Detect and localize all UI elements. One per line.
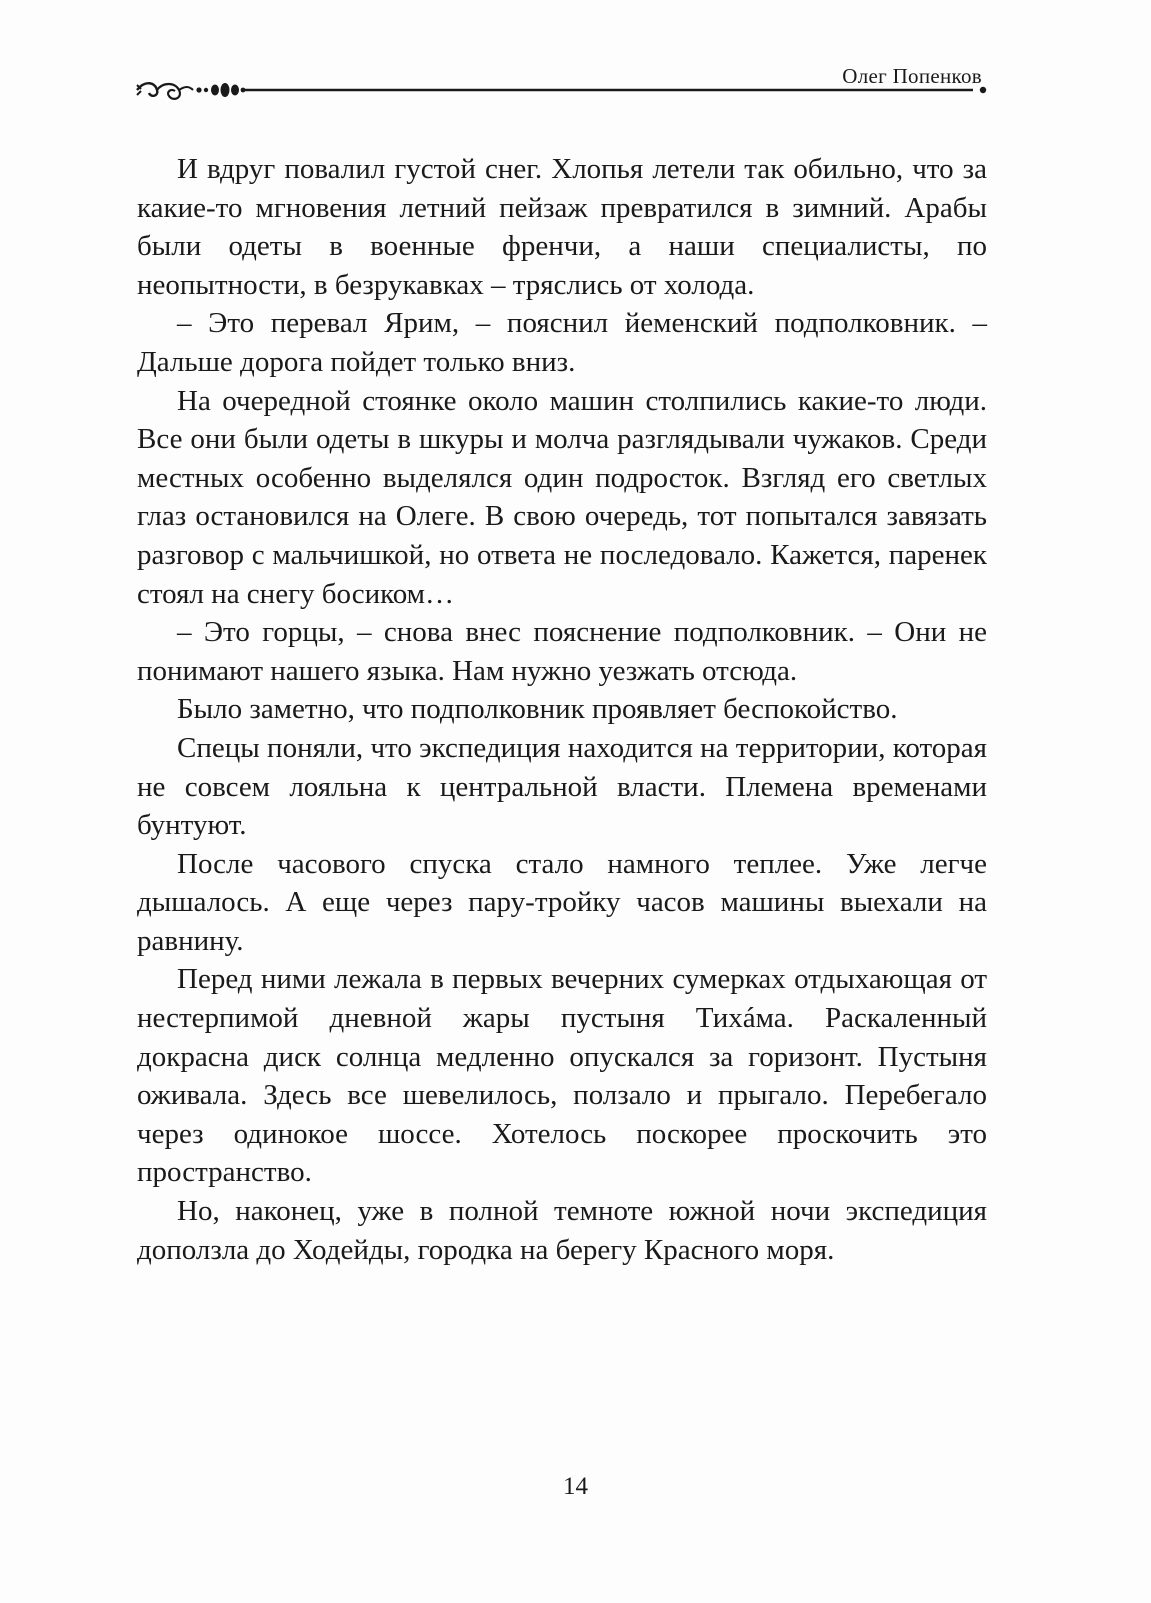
paragraph: И вдруг повалил густой снег. Хлопья летели так обильно, что за какие-то мгновения летний пейзаж превратился в зимний. Арабы были одеты в военные френчи, а наши специалисты, по неопытности, в безрукавках – тряслись от холода. xyxy=(137,153,987,301)
ornament-rule-icon xyxy=(135,76,990,106)
running-header xyxy=(135,62,990,112)
paragraph: После часового спуска стало намного теплее. Уже легче дышалось. А еще через пару-тройку часов машины выехали на равнину. xyxy=(137,847,987,957)
paragraph: Было заметно, что подполковник проявляет беспокойство. xyxy=(177,693,898,726)
paragraph: – Это перевал Ярим, – пояснил йеменский подполковник. – Дальше дорога пойдет только вниз. xyxy=(137,307,987,378)
header-author: Олег Попенков xyxy=(842,64,982,88)
body-text xyxy=(137,150,987,1269)
paragraph: На очередной стоянке около машин столпились какие-то люди. Все они были одеты в шкуры и молча разглядывали чужаков. Среди местных особенно выделялся один подросток. Взгляд его светлых глаз остановился на Олеге. В свою очередь, тот попытался завязать разговор с мальчишкой, но ответа не последовало. Кажется, паренек стоял на снегу босиком… xyxy=(137,384,987,610)
page-number: 14 xyxy=(563,1473,588,1500)
paragraph: Спецы поняли, что экспедиция находится на территории, которая не совсем лояльна к центральной власти. Племена временами бунтуют. xyxy=(137,731,987,842)
paragraph: – Это горцы, – снова внес пояснение подполковник. – Они не понимают нашего языка. Нам нужно уезжать отсюда. xyxy=(137,616,987,687)
paragraph: Перед ними лежала в первых вечерних сумерках отдыхающая от нестерпимой дневной жары пустыня Тихáма. Раскаленный докрасна диск солнца медленно опускался за горизонт. Пустыня оживала. Здесь все шевелилось, ползало и прыгало. Перебегало через одинокое шоссе. Хотелось поскорее проскочить это пространство. xyxy=(137,963,987,1189)
paragraph: Но, наконец, уже в полной темноте южной ночи экспедиция доползла до Ходейды, городка на берегу Красного моря. xyxy=(137,1195,987,1266)
